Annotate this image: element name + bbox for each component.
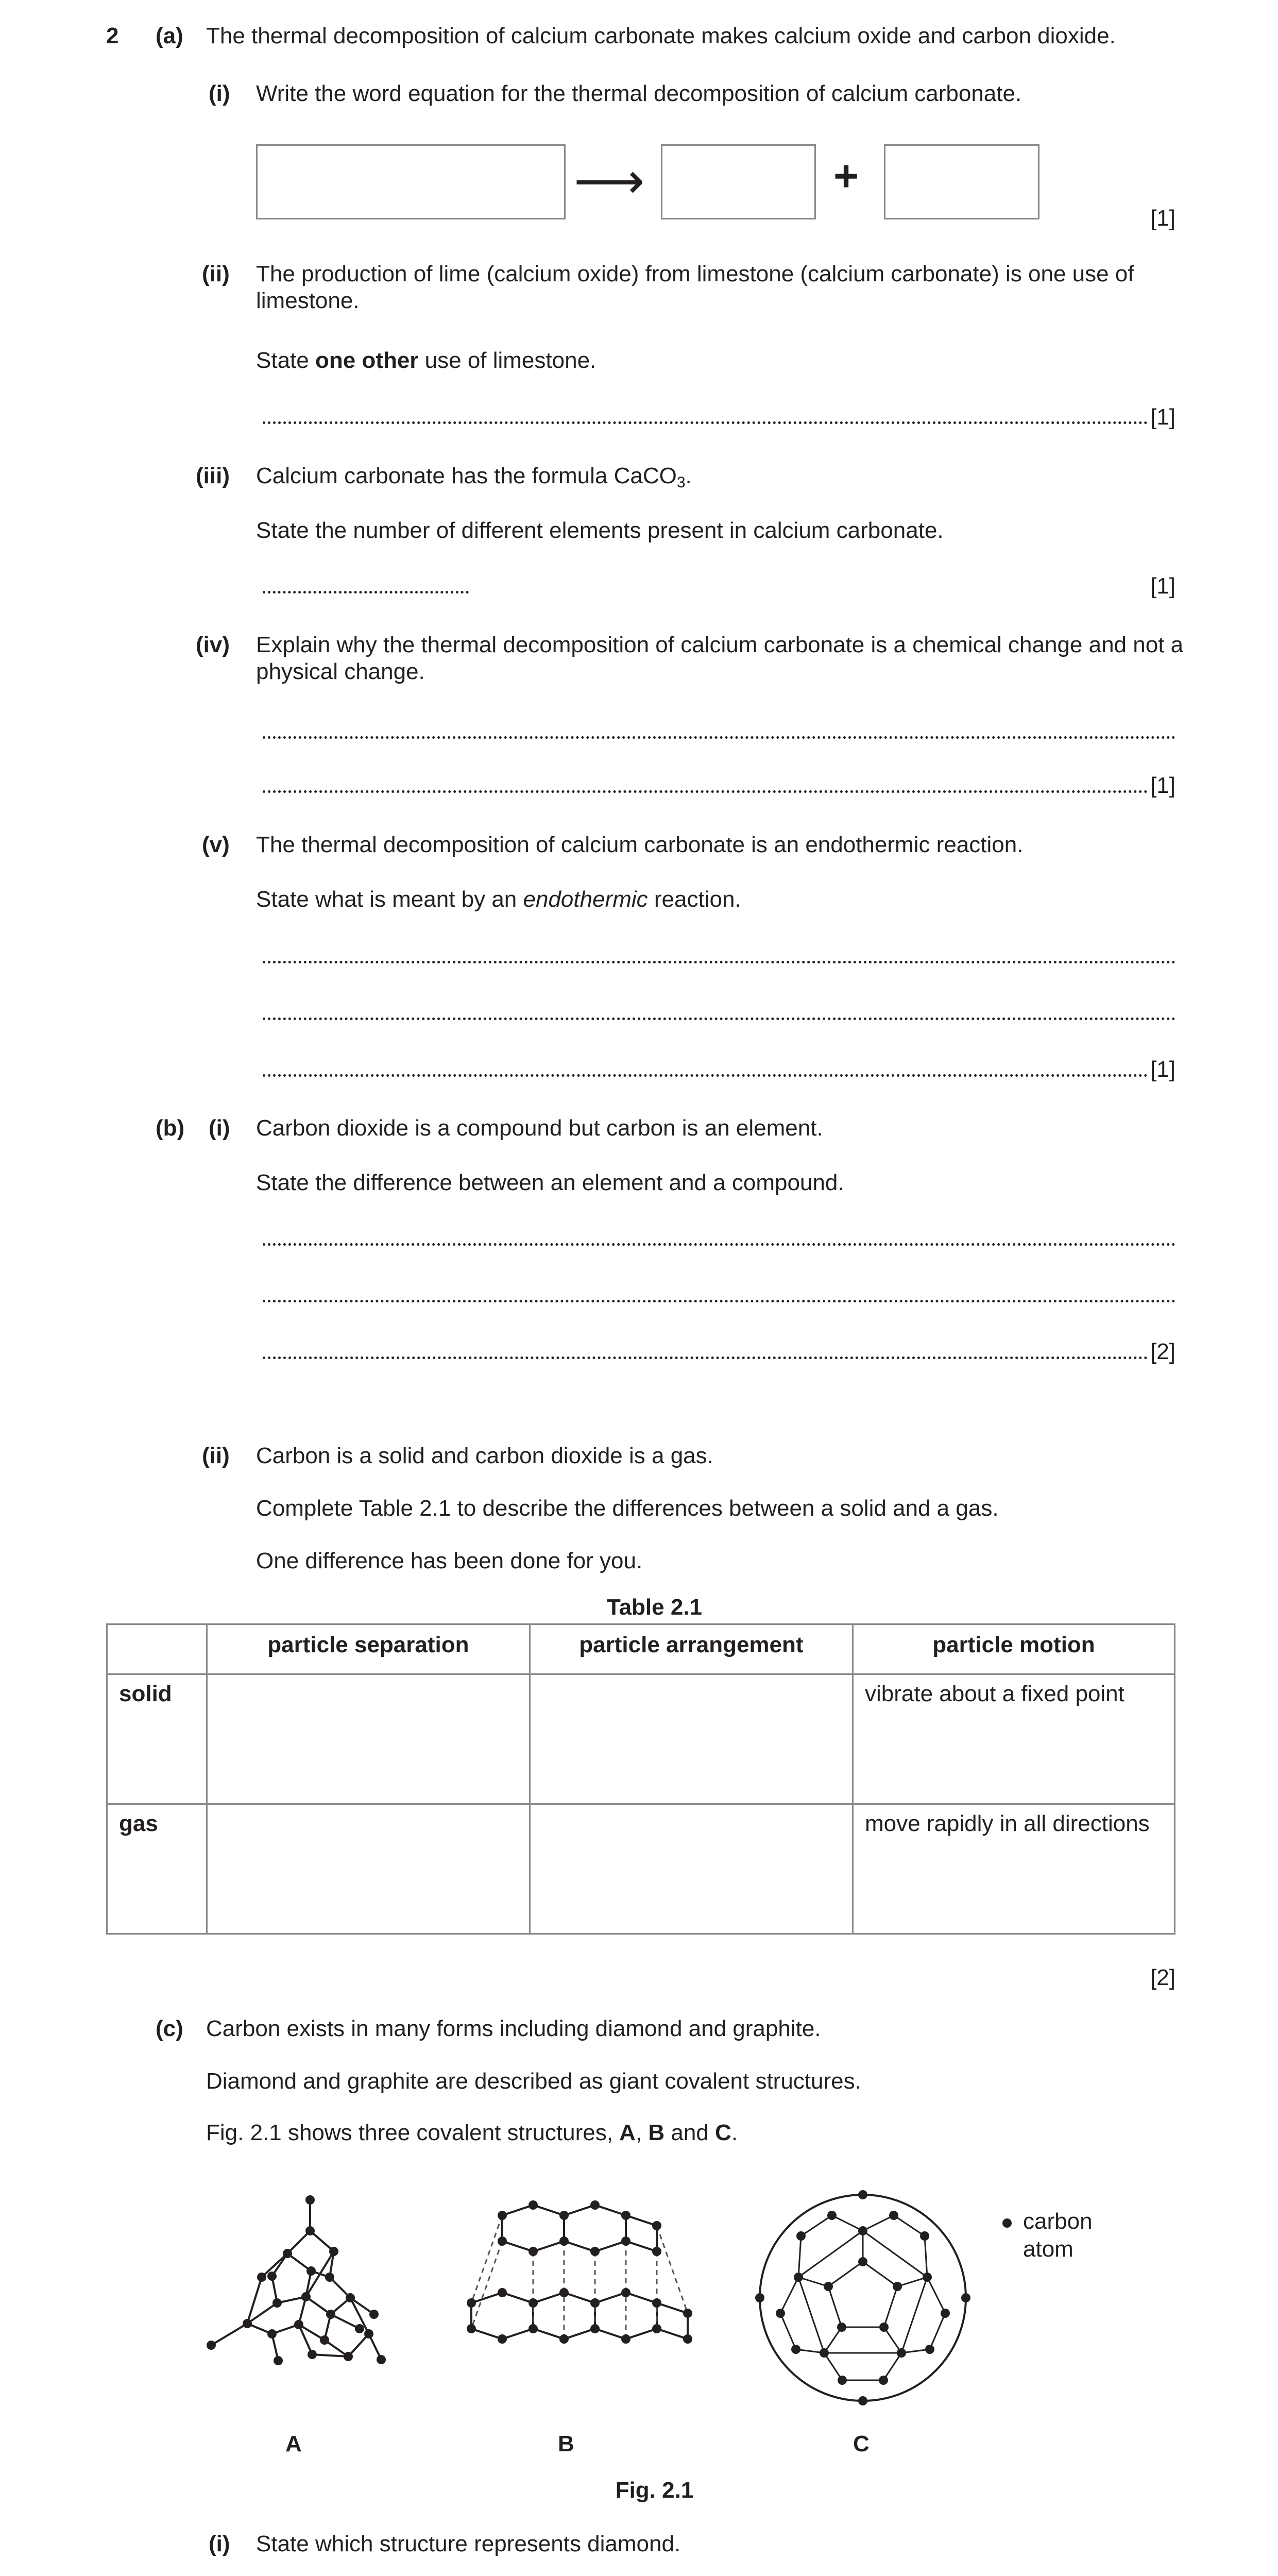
table-title: Table 2.1 <box>606 1595 703 1620</box>
part-b-label: (b) <box>156 1115 185 1141</box>
a-ii-text: The production of lime (calcium oxide) from limestone (calcium carbonate) is one use of limestone. <box>256 261 1134 313</box>
equation-box-reactant[interactable] <box>256 144 566 219</box>
part-c-stem: Carbon exists in many forms including diamond and graphite. <box>206 2016 821 2041</box>
gas-motion-cell: move rapidly in all directions <box>853 1804 1174 1934</box>
table-corner <box>107 1624 207 1674</box>
c-i-label: (i) <box>209 2531 230 2556</box>
gas-arrangement-cell[interactable] <box>530 1804 853 1934</box>
figure-label-a: A <box>285 2431 302 2456</box>
key-label-line-1: carbon <box>1023 2209 1093 2234</box>
figure-label-b: B <box>558 2431 574 2456</box>
solid-arrangement-cell[interactable] <box>530 1674 853 1804</box>
part-c-stem-3: Fig. 2.1 shows three covalent structures, A, B and C. <box>206 2120 738 2145</box>
question-number: 2 <box>106 23 119 48</box>
figure-caption: Fig. 2.1 <box>615 2478 694 2503</box>
a-iv-label: (iv) <box>196 632 230 657</box>
column-header-arrangement: particle arrangement <box>530 1624 853 1674</box>
carbon-atom-key-icon <box>999 2215 1015 2231</box>
a-ii-answer-line[interactable] <box>263 421 1148 424</box>
equation-plus: + <box>833 151 859 200</box>
equation-arrow-icon: ⟶ <box>574 154 645 209</box>
gas-separation-cell[interactable] <box>207 1804 530 1934</box>
part-c-label: (c) <box>156 2016 183 2041</box>
b-i-answer-line-1[interactable] <box>263 1243 1175 1246</box>
part-a-stem: The thermal decomposition of calcium carbonate makes calcium oxide and carbon dioxide. <box>206 23 1116 48</box>
row-header-solid: solid <box>107 1674 207 1804</box>
column-header-motion: particle motion <box>853 1624 1174 1674</box>
a-iii-answer-line[interactable] <box>263 591 469 594</box>
row-header-gas: gas <box>107 1804 207 1934</box>
b-i-label: (i) <box>209 1115 230 1141</box>
part-c-stem-2: Diamond and graphite are described as giant covalent structures. <box>206 2069 861 2094</box>
a-iii-label: (iii) <box>196 463 230 488</box>
b-i-prompt: State the difference between an element and a compound. <box>256 1170 844 1195</box>
a-v-answer-line-2[interactable] <box>263 1018 1175 1020</box>
a-iii-text: Calcium carbonate has the formula CaCO$_3$. <box>256 463 692 491</box>
a-v-label: (v) <box>202 832 230 857</box>
a-v-answer-line-1[interactable] <box>263 961 1175 963</box>
b-ii-mark: [2] <box>1150 1965 1175 1990</box>
b-i-mark: [2] <box>1150 1339 1175 1364</box>
a-v-text: The thermal decomposition of calcium carbonate is an endothermic reaction. <box>256 832 1024 857</box>
structure-c-diagram <box>749 2184 976 2411</box>
a-i-mark: [1] <box>1150 206 1175 231</box>
a-ii-mark: [1] <box>1150 404 1175 430</box>
figure-label-c: C <box>853 2431 870 2456</box>
key-label-line-2: atom <box>1023 2236 1073 2262</box>
a-iii-mark: [1] <box>1150 573 1175 599</box>
part-a-label: (a) <box>156 23 183 48</box>
b-ii-note: One difference has been done for you. <box>256 1548 643 1573</box>
a-v-answer-line-3[interactable] <box>263 1074 1148 1077</box>
column-header-separation: particle separation <box>207 1624 530 1674</box>
solid-separation-cell[interactable] <box>207 1674 530 1804</box>
structure-a-diagram <box>196 2179 402 2385</box>
a-i-text: Write the word equation for the thermal decomposition of calcium carbonate. <box>256 81 1022 106</box>
b-i-text: Carbon dioxide is a compound but carbon is an element. <box>256 1115 823 1141</box>
a-v-prompt: State what is meant by an endothermic reaction. <box>256 887 741 912</box>
equation-box-product-1[interactable] <box>661 144 816 219</box>
a-iii-prompt: State the number of different elements present in calcium carbonate. <box>256 518 944 543</box>
b-i-answer-line-3[interactable] <box>263 1357 1148 1359</box>
b-ii-text: Carbon is a solid and carbon dioxide is a gas. <box>256 1443 713 1468</box>
a-ii-label: (ii) <box>202 261 230 286</box>
b-ii-prompt: Complete Table 2.1 to describe the differences between a solid and a gas. <box>256 1496 999 1521</box>
a-v-mark: [1] <box>1150 1057 1175 1082</box>
a-iv-answer-line-1[interactable] <box>263 736 1175 739</box>
a-iv-answer-line-2[interactable] <box>263 790 1148 793</box>
structure-b-diagram <box>461 2184 703 2391</box>
c-i-text: State which structure represents diamond. <box>256 2531 681 2556</box>
b-ii-label: (ii) <box>202 1443 230 1468</box>
a-i-label: (i) <box>209 81 230 106</box>
equation-box-product-2[interactable] <box>884 144 1040 219</box>
a-iv-mark: [1] <box>1150 773 1175 798</box>
solid-motion-cell: vibrate about a fixed point <box>853 1674 1174 1804</box>
table-2-1 <box>106 1623 1175 1935</box>
a-iv-text: Explain why the thermal decomposition of calcium carbonate is a chemical change and not a physical change. <box>256 632 1184 684</box>
a-ii-prompt: State one other use of limestone. <box>256 348 597 373</box>
b-i-answer-line-2[interactable] <box>263 1300 1175 1302</box>
